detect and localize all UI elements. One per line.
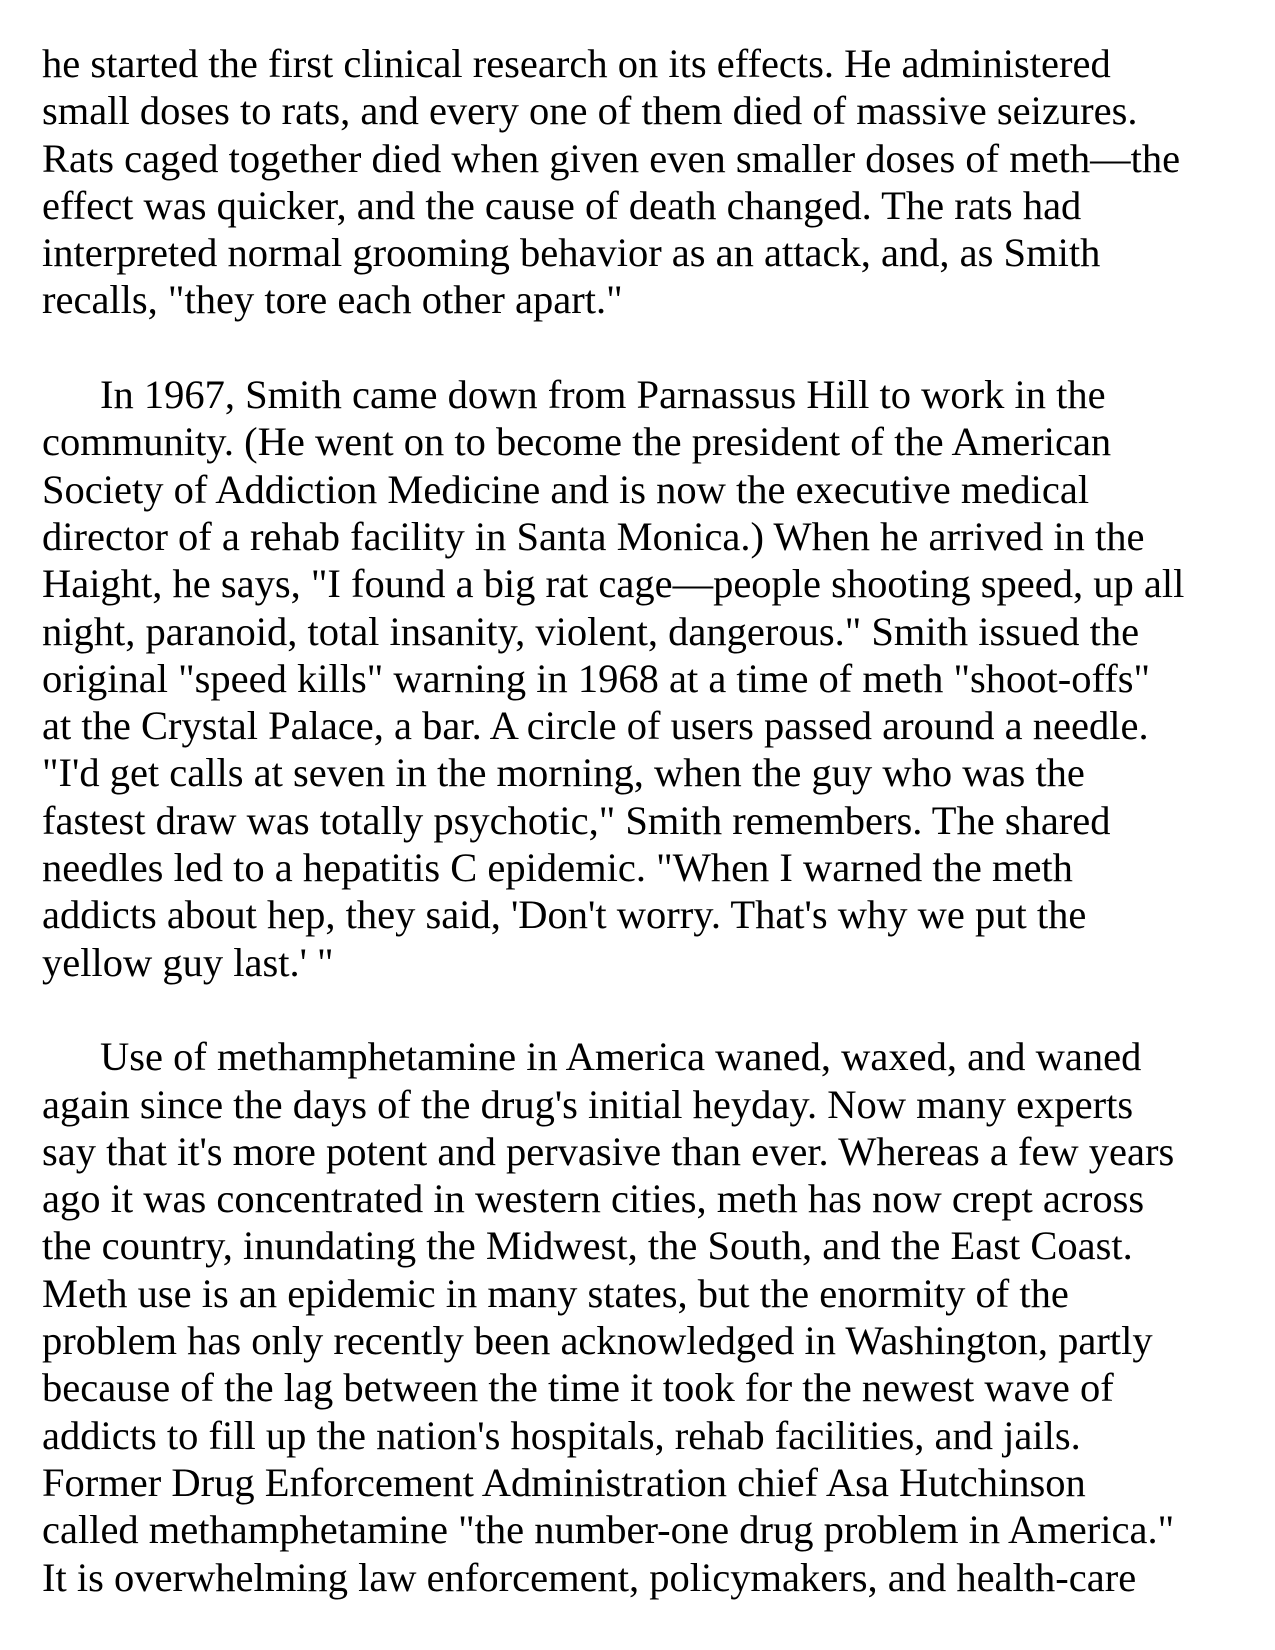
paragraph-3 (42, 1033, 1235, 1601)
text-line: addicts about hep, they said, 'Don't worry. That's why we put the (42, 892, 1087, 938)
paragraph-2 (42, 371, 1235, 986)
text-line: say that it's more potent and pervasive than ever. Whereas a few years (42, 1128, 1175, 1174)
text-line: at the Crystal Palace, a bar. A circle of users passed around a needle. (42, 703, 1149, 749)
text-line: needles led to a hepatitis C epidemic. "When I warned the meth (42, 845, 1073, 891)
text-line: ago it was concentrated in western cities, meth has now crept across (42, 1176, 1145, 1222)
text-line: night, paranoid, total insanity, violent, dangerous." Smith issued the (42, 608, 1140, 654)
text-line: Society of Addiction Medicine and is now the executive medical (42, 466, 1090, 512)
text-line: because of the lag between the time it took for the newest wave of (42, 1365, 1114, 1411)
paragraph-gap (42, 324, 1235, 371)
text-line: Former Drug Enforcement Administration chief Asa Hutchinson (42, 1459, 1086, 1505)
text-line: Haight, he says, "I found a big rat cage—people shooting speed, up all (42, 561, 1185, 607)
text-line: It is overwhelming law enforcement, policymakers, and health-care (42, 1554, 1137, 1600)
text-line: director of a rehab facility in Santa Monica.) When he arrived in the (42, 513, 1145, 559)
text-line: small doses to rats, and every one of them died of massive seizures. (42, 88, 1138, 134)
text-line: original "speed kills" warning in 1968 at a time of meth "shoot-offs" (42, 655, 1151, 701)
text-line: he started the first clinical research on its effects. He administered (42, 41, 1111, 86)
text-line: called methamphetamine "the number-one drug problem in America." (42, 1507, 1175, 1553)
text-line: problem has only recently been acknowledged in Washington, partly (42, 1318, 1153, 1364)
text-line: recalls, "they tore each other apart." (42, 277, 623, 323)
text-line: again since the days of the drug's initial heyday. Now many experts (42, 1081, 1134, 1127)
paragraph-1 (42, 40, 1235, 324)
text-line: community. (He went on to become the president of the American (42, 419, 1112, 465)
text-line: Use of methamphetamine in America waned, waxed, and waned (100, 1034, 1142, 1080)
text-line: "I'd get calls at seven in the morning, when the guy who was the (42, 750, 1085, 796)
text-line: addicts to fill up the nation's hospitals, rehab facilities, and jails. (42, 1412, 1081, 1458)
text-line: fastest draw was totally psychotic," Smith remembers. The shared (42, 797, 1111, 843)
text-line: the country, inundating the Midwest, the South, and the East Coast. (42, 1223, 1133, 1269)
text-line: In 1967, Smith came down from Parnassus Hill to work in the (100, 372, 1106, 418)
text-line: effect was quicker, and the cause of death changed. The rats had (42, 182, 1082, 228)
paragraph-gap (42, 986, 1235, 1033)
text-line: interpreted normal grooming behavior as an attack, and, as Smith (42, 230, 1101, 276)
text-line: yellow guy last.' " (42, 939, 334, 985)
text-line: Rats caged together died when given even smaller doses of meth—the (42, 135, 1181, 181)
text-line: Meth use is an epidemic in many states, but the enormity of the (42, 1270, 1069, 1316)
